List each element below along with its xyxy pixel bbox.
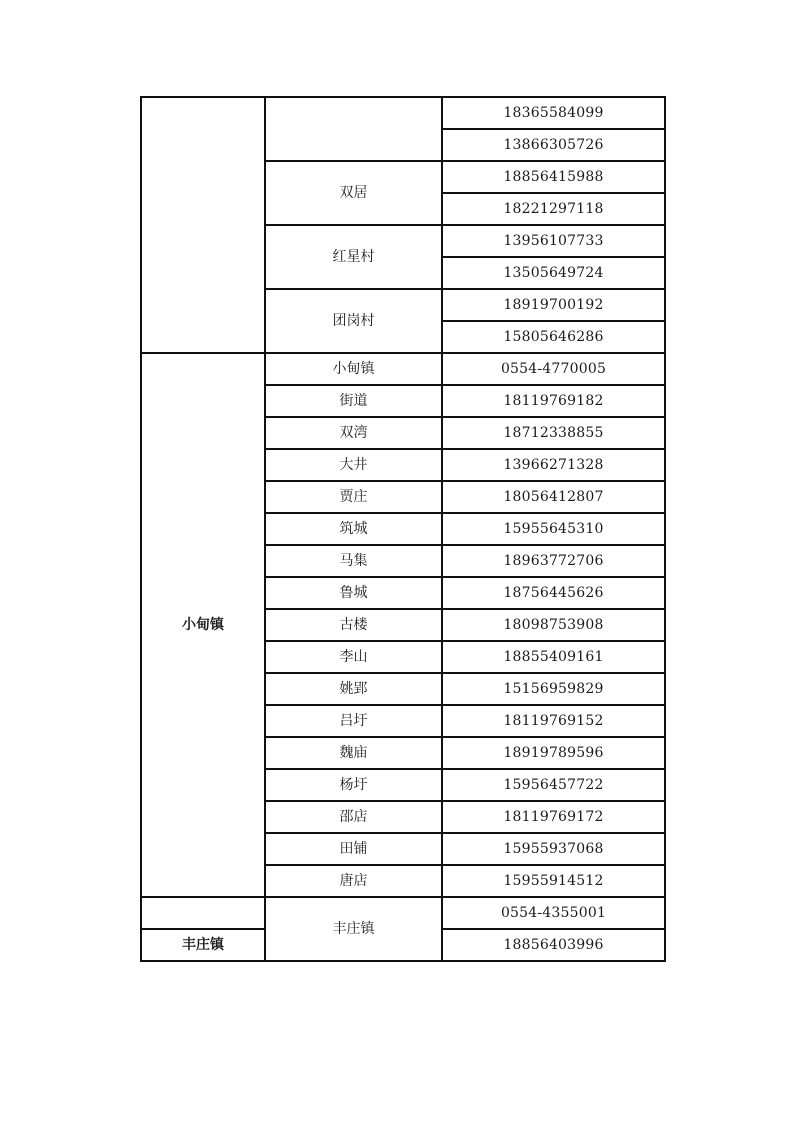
phone-cell: 18856403996 [442, 929, 665, 961]
phone-cell: 15955937068 [442, 833, 665, 865]
village-cell: 古楼 [265, 609, 442, 641]
village-cell: 李山 [265, 641, 442, 673]
table-row [141, 897, 665, 929]
town-cell-fengzhuang: 丰庄镇 [141, 929, 265, 961]
phone-cell: 18963772706 [442, 545, 665, 577]
phone-cell: 18056412807 [442, 481, 665, 513]
phone-cell: 0554-4770005 [442, 353, 665, 385]
village-cell: 魏庙 [265, 737, 442, 769]
phone-cell: 18119769182 [442, 385, 665, 417]
town-cell-blank [141, 897, 265, 929]
phone-cell: 18919700192 [442, 289, 665, 321]
village-cell: 田铺 [265, 833, 442, 865]
phone-cell: 18756445626 [442, 577, 665, 609]
village-cell: 唐店 [265, 865, 442, 897]
village-cell: 双居 [265, 161, 442, 225]
village-cell [265, 97, 442, 161]
phone-cell: 15955645310 [442, 513, 665, 545]
village-cell: 团岗村 [265, 289, 442, 353]
phone-cell: 18855409161 [442, 641, 665, 673]
phone-cell: 13866305726 [442, 129, 665, 161]
village-cell: 红星村 [265, 225, 442, 289]
phone-cell: 18119769152 [442, 705, 665, 737]
town-cell-continued [141, 97, 265, 353]
phone-cell: 15955914512 [442, 865, 665, 897]
village-cell: 姚郢 [265, 673, 442, 705]
village-cell: 街道 [265, 385, 442, 417]
village-cell: 丰庄镇 [265, 897, 442, 961]
village-cell: 鲁城 [265, 577, 442, 609]
town-cell-xiaodian: 小甸镇 [141, 353, 265, 897]
phone-cell: 15805646286 [442, 321, 665, 353]
phone-cell: 13505649724 [442, 257, 665, 289]
village-cell: 小甸镇 [265, 353, 442, 385]
phone-cell: 0554-4355001 [442, 897, 665, 929]
phone-cell: 15156959829 [442, 673, 665, 705]
village-cell: 贾庄 [265, 481, 442, 513]
table-row [141, 97, 665, 129]
phone-cell: 18098753908 [442, 609, 665, 641]
village-cell: 邵店 [265, 801, 442, 833]
village-cell: 大井 [265, 449, 442, 481]
table-row [141, 353, 665, 385]
village-cell: 筑城 [265, 513, 442, 545]
village-cell: 马集 [265, 545, 442, 577]
phone-cell: 18856415988 [442, 161, 665, 193]
phone-cell: 18919789596 [442, 737, 665, 769]
contact-table [140, 96, 666, 962]
village-cell: 双湾 [265, 417, 442, 449]
phone-cell: 13966271328 [442, 449, 665, 481]
village-cell: 吕圩 [265, 705, 442, 737]
phone-cell: 18119769172 [442, 801, 665, 833]
phone-cell: 18712338855 [442, 417, 665, 449]
phone-cell: 18365584099 [442, 97, 665, 129]
phone-cell: 13956107733 [442, 225, 665, 257]
phone-cell: 15956457722 [442, 769, 665, 801]
phone-cell: 18221297118 [442, 193, 665, 225]
village-cell: 杨圩 [265, 769, 442, 801]
